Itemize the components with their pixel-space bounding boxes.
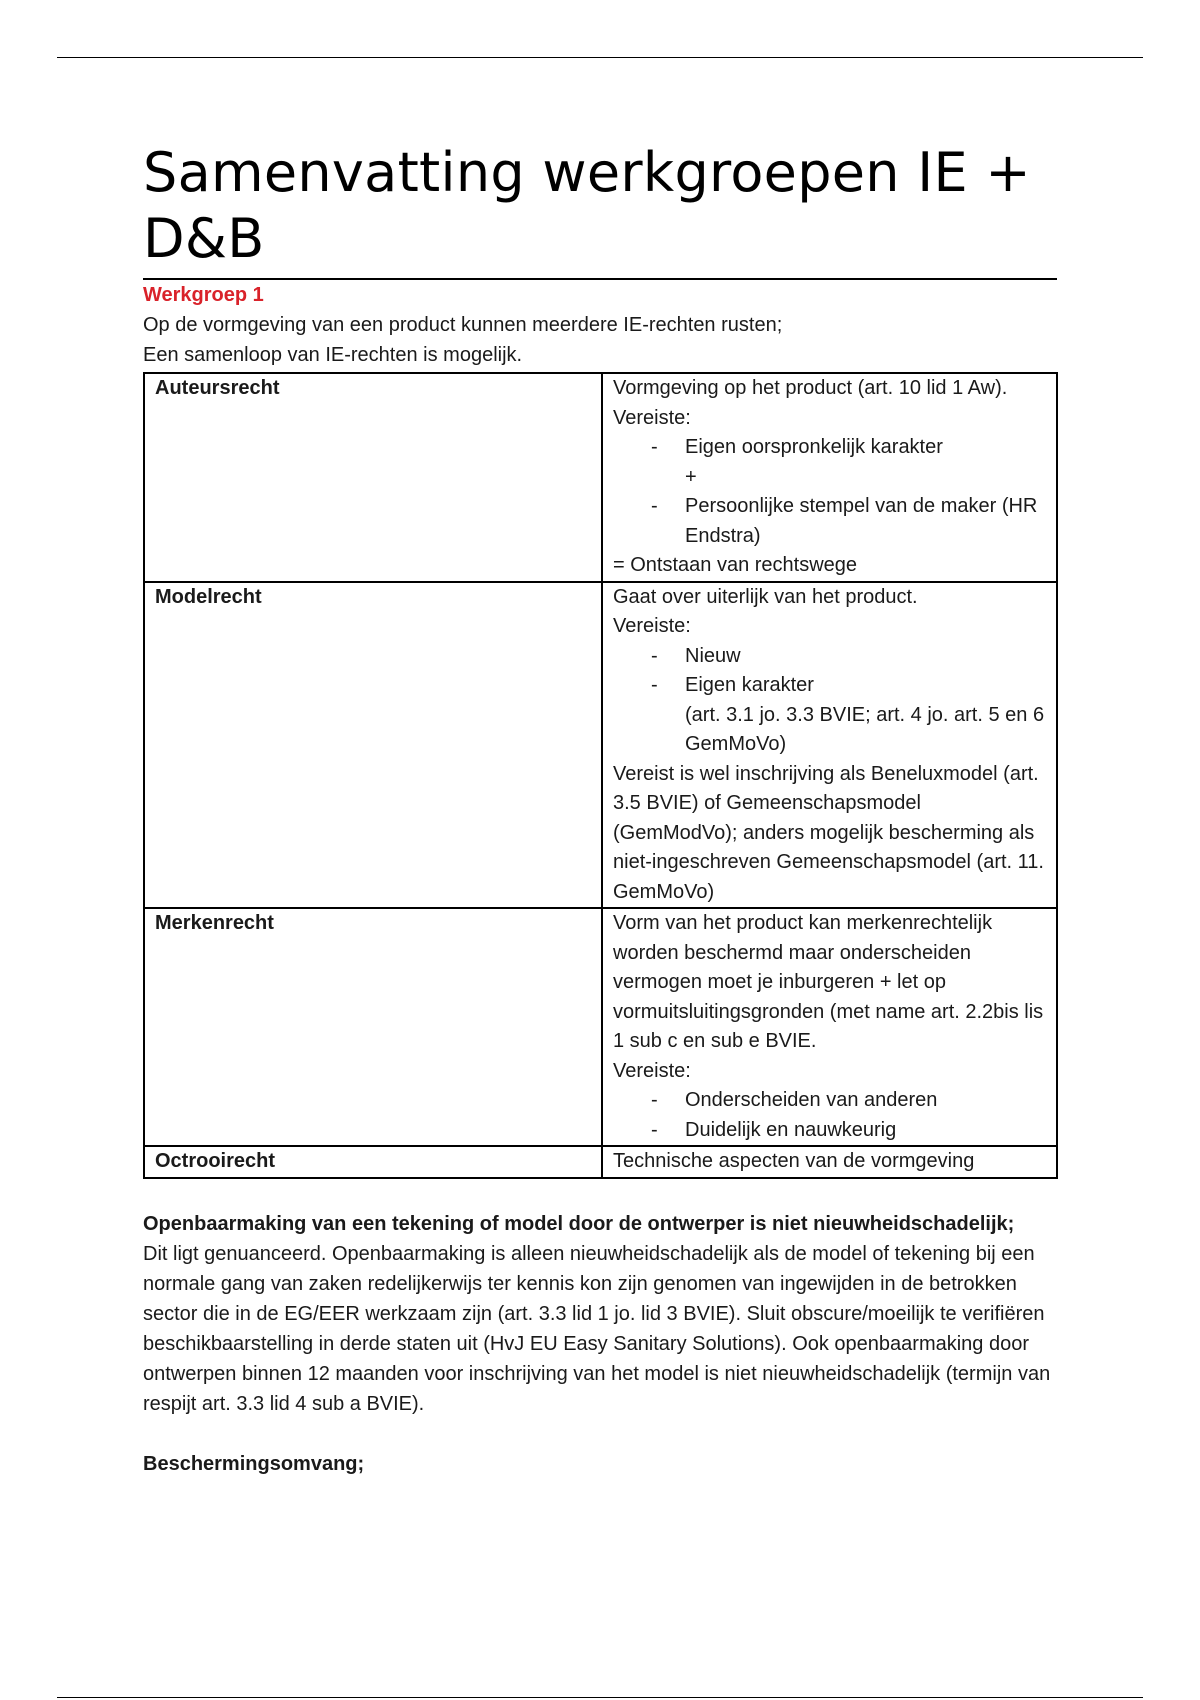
requirement-list [613,1086,1046,1145]
row-description [602,908,1057,1146]
row-label: Modelrecht [144,582,602,909]
requirement-list [613,433,1046,551]
table-row [144,1146,1057,1178]
table-row [144,908,1057,1146]
row-label: Merkenrecht [144,908,602,1146]
table-row [144,582,1057,909]
requirement-item: - Nieuw [651,642,1046,672]
requirement-item: - Eigen oorspronkelijk karakter [651,433,1046,463]
description-line: Vereiste: [613,1059,691,1082]
section-heading-openbaarmaking: Openbaarmaking van een tekening of model door de ontwerper is niet nieuwheidschadelijk; [143,1212,1015,1235]
description-line: = Ontstaan van rechtswege [613,554,858,576]
row-description [602,1146,1057,1178]
ie-rights-table [143,372,1058,1179]
spacer [143,1419,1057,1449]
document-body [143,140,1057,1479]
requirement-list [613,642,1046,760]
footer-rule [57,1697,1143,1698]
requirement-item: (art. 3.1 jo. 3.3 BVIE; art. 4 jo. art. 5 en 6 GemMoVo) [685,703,1045,755]
requirement-item: - Eigen karakter [651,671,1046,701]
description-line: Vereiste: [613,615,691,637]
requirement-item: + [685,465,697,488]
row-description [602,582,1057,909]
intro-line: Een samenloop van IE-rechten is mogelijk. [143,344,523,366]
row-description [602,373,1057,582]
description-line: Vereist is wel inschrijving als Beneluxmodel (art. 3.5 BVIE) of Gemeenschapsmodel (GemModVo); anders mogelijk bescherming als niet-ingeschreven Gemeenschapsmodel (art. 11. GemMoVo) [613,762,1044,903]
description-line: Technische aspecten van de vormgeving [613,1150,975,1172]
row-label: Octrooirecht [144,1146,602,1178]
requirement-item: - Duidelijk en nauwkeurig [651,1116,1046,1146]
section-heading-beschermingsomvang: Beschermingsomvang; [143,1452,365,1475]
section-heading-werkgroep-1: Werkgroep 1 [143,284,264,306]
spacer [143,1179,1057,1209]
section-body-openbaarmaking: Dit ligt genuanceerd. Openbaarmaking is alleen nieuwheidschadelijk als de model of tekening bij een normale gang van zaken redelijkerwijs ter kennis kon zijn genomen van ingewijden in de betrokken sector die in de EG/EER werkzaam zijn (art. 3.3 lid 1 jo. lid 3 BVIE). Sluit obscure/moeilijk te verifiëren beschikbaarstelling in derde staten uit (HvJ EU Easy Sanitary Solutions). Ook openbaarmaking door ontwerpen binnen 12 maanden voor inschrijving van het model is niet nieuwheidschadelijk (termijn van respijt art. 3.3 lid 4 sub a BVIE). [143,1242,1051,1415]
description-line: Vorm van het product kan merkenrechtelijk worden beschermd maar onderscheiden vermogen moet je inburgeren + let op vormuitsluitingsgronden (met name art. 2.2bis lis 1 sub c en sub e BVIE. [613,912,1044,1052]
page-title: Samenvatting werkgroepen IE + D&B [143,141,1031,270]
table-row [144,373,1057,582]
requirement-item: - Onderscheiden van anderen [651,1086,1046,1116]
row-label: Auteursrecht [144,373,602,582]
header-rule [57,57,1143,58]
description-line: Vormgeving op het product (art. 10 lid 1 Aw). Vereiste: [613,377,1008,429]
description-line: Gaat over uiterlijk van het product. [613,585,918,608]
intro-line: Op de vormgeving van een product kunnen meerdere IE-rechten rusten; [143,314,783,336]
requirement-item: - Persoonlijke stempel van de maker (HR Endstra) [651,492,1046,551]
